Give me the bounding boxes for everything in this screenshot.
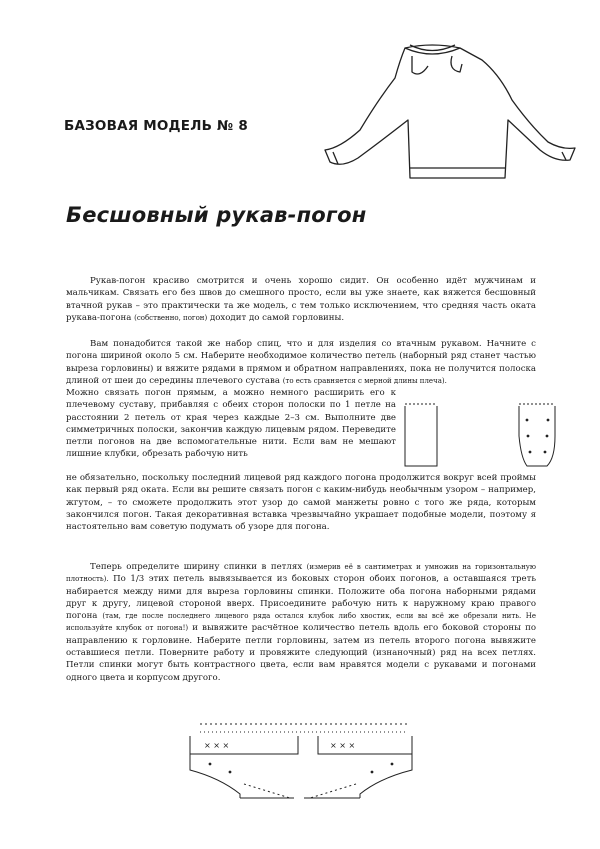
paragraph-instructions-2 — [66, 387, 396, 461]
sweater-illustration — [0, 0, 600, 200]
paragraph-note: (там, где после последнего лицевого ряда остался клубок либо хвостик, если вы всё же обрезали нить. Не используйте клубок от погона!) — [66, 612, 536, 633]
paragraph-text: доходит до самой горловины. — [207, 312, 345, 323]
strap-diagram-widened — [515, 398, 565, 468]
paragraph-text: Рукав-погон красиво смотрится и очень хорошо сидит. Он особенно идёт мужчинам и мальчикам. Связать его без швов до смешного просто, если вы уже знаете, как вяжется бесшовный втачной рукав – это практически та же модель, с тем только исключением, что средняя часть оката рукава-погона — [66, 276, 536, 323]
paragraph-note: (собственно, погон) — [134, 313, 208, 322]
main-heading: Бесшовный рукав-погон — [66, 203, 367, 227]
back-join-diagram — [180, 712, 440, 802]
model-title: БАЗОВАЯ МОДЕЛЬ № 8 — [64, 118, 248, 134]
paragraph-text: Можно связать погон прямым, а можно немного расширить его к плечевому суставу, прибавляя с обеих сторон полоски по 1 петле на расстоянии 2 петель от края через каждые 2–3 см. Выполните две симметричных полоски, закончив каждую лицевым рядом. Переведите петли погонов на две вспомогательные нити. Если вам не мешают лишние клубки, обрезать рабочую нить — [66, 388, 396, 460]
paragraph-text: По 1/3 этих петель вывязывается из боковых сторон обоих погонов, а оставшаяся треть набирается между ними для выреза горловины спинки. Положите оба погона наборными рядами друг к другу, лицевой стороной вверх. Присоедините рабочую нить к наружному краю правого погона — [66, 574, 536, 622]
svg-text:× × ×: × × × — [204, 741, 230, 750]
paragraph-intro — [66, 275, 536, 324]
paragraph-text: и вывяжите расчётное количество петель вдоль его боковой стороны по направлению к горловине. Наберите петли горловины, затем из петель второго погона вывяжите оставшиеся петли. Поверните работу и провяжите следующий (изнаночный) ряд на всех петлях. Петли спинки могут быть контрастного цвета, если вам нравятся модели с рукавами и погонами одного цвета и корпусом другого. — [66, 623, 536, 683]
svg-text:× × ×: × × × — [330, 741, 356, 750]
paragraph-instructions-1 — [66, 338, 536, 387]
paragraph-note: (измерив её в сантиметрах и умножив на горизонтальную плотность). — [66, 563, 537, 584]
paragraph-text: не обязательно, поскольку последний лицевой ряд каждого погона продолжится вокруг всей проймы как первый ряд оката. Если вы решите связать погон с каким-нибудь необычным узором – например, жгутом, – то сможете продолжить этот узор до самой манжеты ровно с того же ряда, которым закончился погон. Такая декоративная вставка чрезвычайно украшает подобные модели, поэтому я настоятельно вам советую подумать об узоре для погона. — [66, 473, 536, 533]
paragraph-instructions-3 — [66, 472, 536, 533]
paragraph-text: Теперь определите ширину спинки в петлях — [90, 562, 307, 572]
paragraph-back — [66, 561, 536, 684]
paragraph-note: (то есть сравняется с мерной длины плеча). — [282, 376, 447, 385]
strap-diagram-straight — [403, 398, 443, 468]
paragraph-text: Вам понадобится такой же набор спиц, что и для изделия со втачным рукавом. Начните с погона шириной около 5 см. Наберите необходимое количество петель (наборный ряд станет частью выреза горловины) и вяжите рядами в прямом и обратном направлениях, пока не получится полоска длиной от шеи до середины плечевого сустава — [66, 339, 536, 386]
